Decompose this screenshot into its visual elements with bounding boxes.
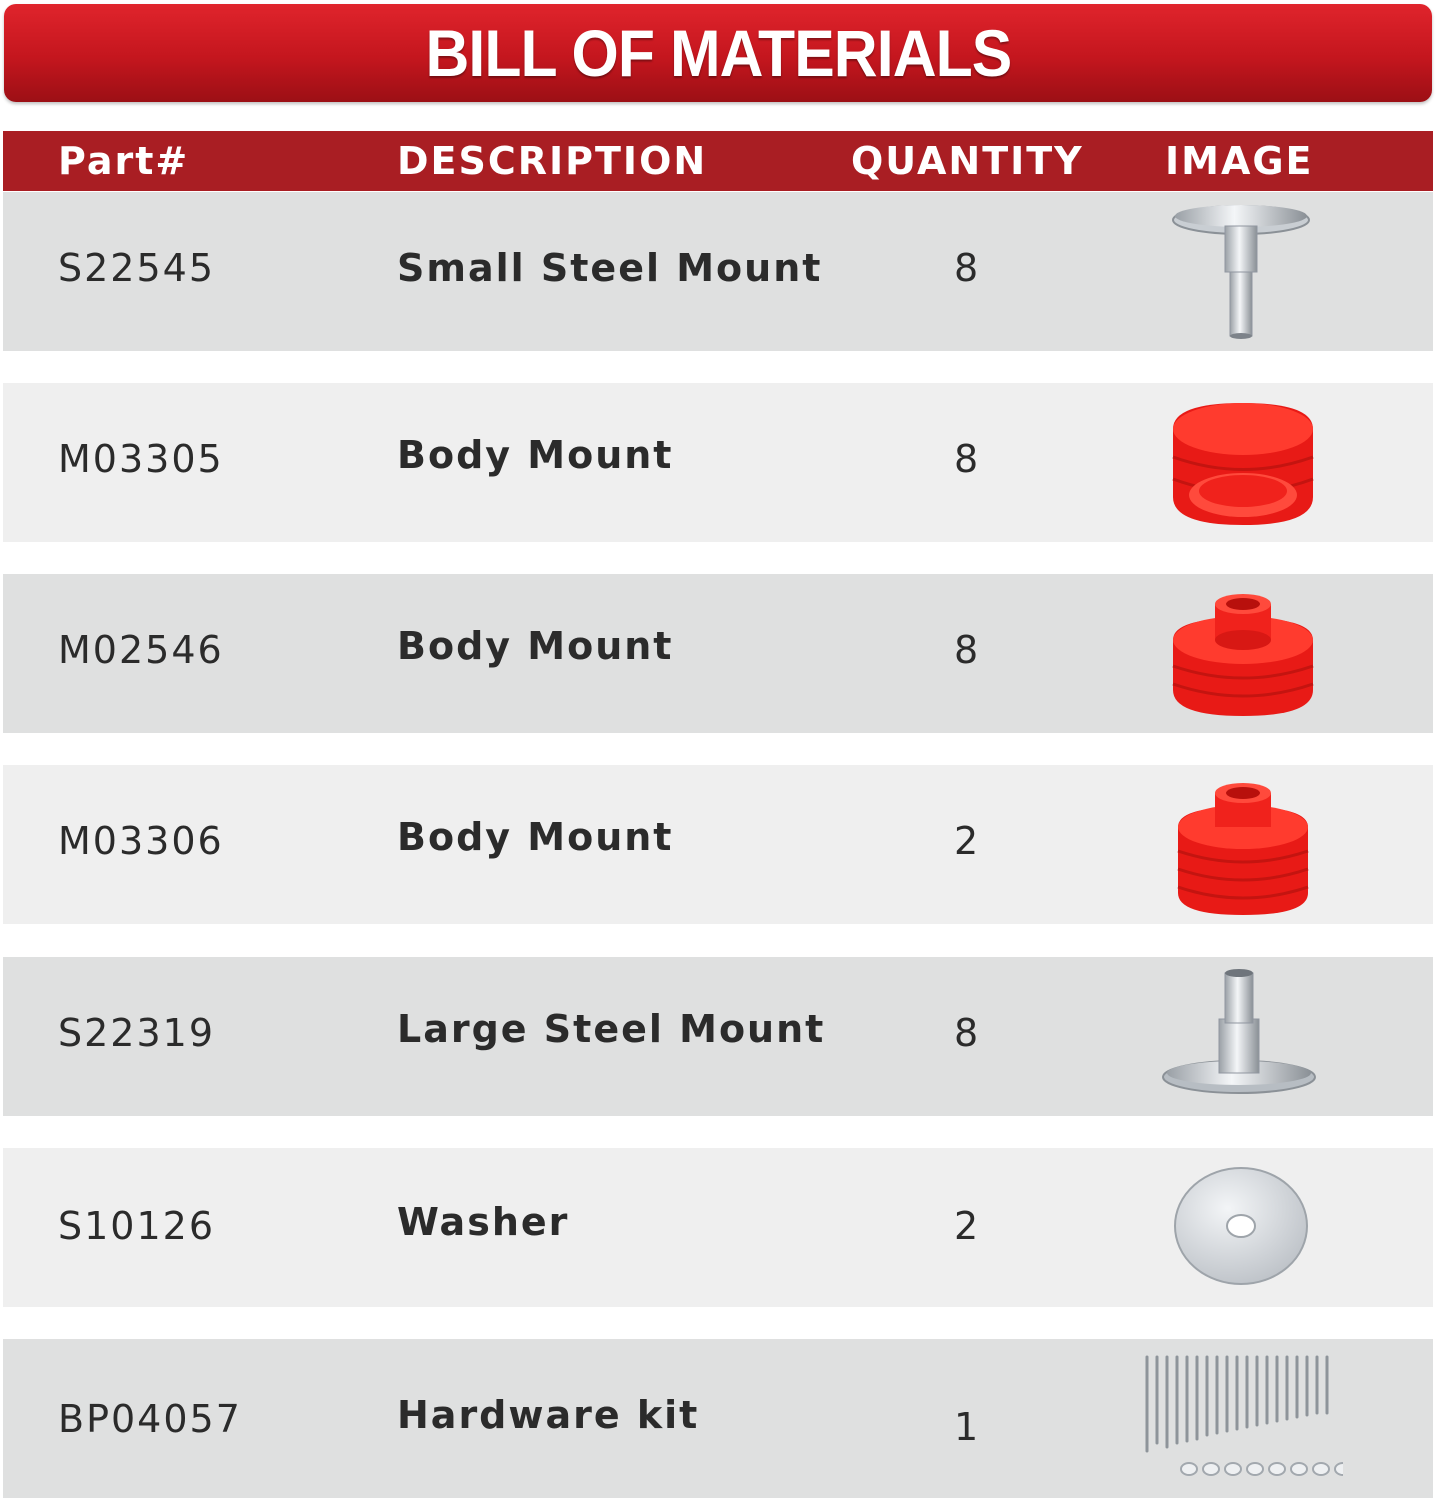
part-quantity: 8 [954, 437, 981, 481]
body-mount-icon [1143, 387, 1343, 537]
column-header-image: IMAGE [1165, 139, 1314, 183]
column-header-quantity: QUANTITY [851, 139, 1084, 183]
table-row [3, 1148, 1433, 1307]
part-description: Body Mount [397, 624, 674, 668]
page-title: BILL OF MATERIALS [425, 16, 1011, 90]
part-description: Body Mount [397, 815, 674, 859]
part-number: M03306 [58, 819, 224, 863]
part-quantity: 2 [954, 819, 981, 863]
part-number: M02546 [58, 628, 224, 672]
large-steel-mount-icon [1143, 961, 1343, 1111]
part-description: Hardware kit [397, 1393, 700, 1437]
part-number: S22545 [58, 246, 216, 290]
hardware-kit-icon [1143, 1343, 1343, 1493]
part-number: M03305 [58, 437, 224, 481]
body-mount-icon [1143, 578, 1343, 728]
table-row [3, 574, 1433, 733]
part-description: Body Mount [397, 433, 674, 477]
part-number: S10126 [58, 1204, 216, 1248]
part-quantity: 2 [954, 1204, 981, 1248]
part-number: BP04057 [58, 1397, 242, 1441]
part-quantity: 8 [954, 1011, 981, 1055]
table-row [3, 383, 1433, 542]
part-quantity: 1 [954, 1405, 981, 1449]
table-header [3, 131, 1433, 191]
table-row [3, 765, 1433, 924]
part-quantity: 8 [954, 628, 981, 672]
body-mount-icon [1143, 769, 1343, 919]
small-steel-mount-icon [1143, 196, 1343, 346]
part-quantity: 8 [954, 246, 981, 290]
part-description: Large Steel Mount [397, 1007, 826, 1051]
part-number: S22319 [58, 1011, 216, 1055]
column-header-description: DESCRIPTION [397, 139, 708, 183]
title-banner [4, 4, 1432, 102]
part-description: Washer [397, 1200, 570, 1244]
table-row [3, 957, 1433, 1116]
part-description: Small Steel Mount [397, 246, 823, 290]
washer-icon [1143, 1152, 1343, 1302]
column-header-part: Part# [58, 139, 190, 183]
table-row [3, 192, 1433, 351]
table-row [3, 1339, 1433, 1498]
